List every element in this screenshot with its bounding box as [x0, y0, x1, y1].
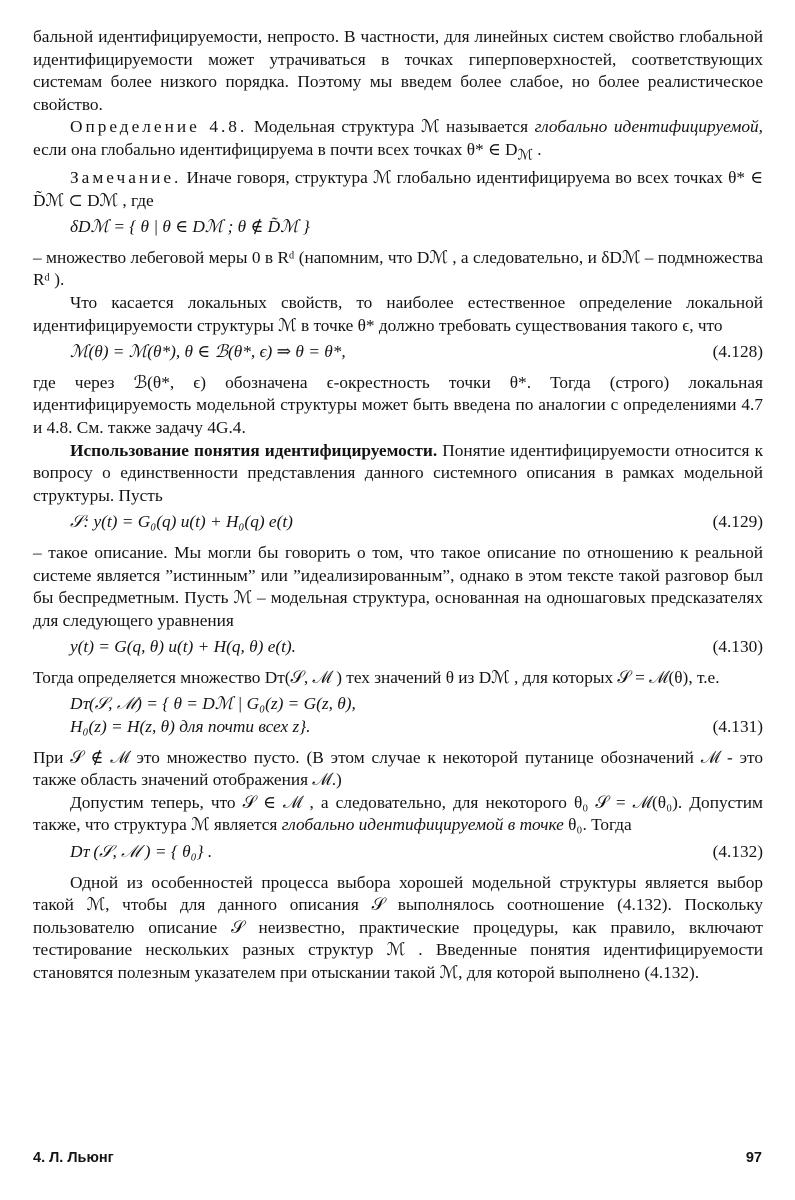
equation-delta [33, 216, 763, 239]
paragraph-usage [33, 440, 763, 508]
equation-4-132-formula: Dᴛ (𝒮, ℳ ) = { θ₀} . [70, 842, 213, 862]
equation-4-128-formula: ℳ(θ) = ℳ(θ*), θ ∈ ℬ(θ*, ϵ) ⇒ θ = θ*, [70, 342, 346, 362]
definition-end: . [532, 139, 542, 159]
definition-label: Определение 4.8. [70, 117, 248, 137]
paragraph-intro: бальной идентифицируемости, непросто. В частности, для линейных систем свойство глобальной идентифицируемости может утрачиваться в точках гиперповерхностей, соответствующих системам более низкого порядка. Поэтому мы введем более слабое, но более реалистическое свойство. [33, 27, 763, 114]
page-body [33, 26, 763, 985]
paragraph-lebesgue: – множество лебеговой меры 0 в Rᵈ (напомним, что Dℳ , а следовательно, и δDℳ – подмножества Rᵈ ). [33, 247, 763, 290]
equation-4-130-number: (4.130) [712, 637, 763, 657]
equation-4-129-number: (4.129) [712, 512, 763, 532]
usage-heading: Использование понятия идентифицируемости. [70, 440, 438, 460]
paragraph-then: Тогда определяется множество Dᴛ(𝒮, ℳ ) тех значений θ из Dℳ , для которых 𝒮 = ℳ(θ), т.е. [33, 667, 720, 687]
equation-4-129-formula: 𝒮: y(t) = G₀(q) u(t) + H₀(q) e(t) [70, 512, 293, 532]
equation-4-130-formula: y(t) = G(q, θ) u(t) + H(q, θ) e(t). [70, 637, 296, 657]
assume-emphasis: глобально идентифицируемой в точке [281, 815, 564, 835]
paragraph-final: Одной из особенностей процесса выбора хорошей модельной структуры является выбор такой ℳ, чтобы для данного описания 𝒮 выполнялось соотношение (4.132). Поскольку пользователю описание 𝒮 неизвестно, практические процедуры, как правило, включают тестирование нескольких разных структур ℳ . Введенные понятия идентифицируемости становятся полезным указателем при отыскании такой ℳ, для которой выполнено (4.132). [33, 872, 763, 983]
definition-text: Модельная структура ℳ называется [247, 117, 535, 137]
paragraph-where: где через ℬ(θ*, ϵ) обозначена ϵ-окрестность точки θ*. Тогда (строго) локальная идентифицируемость модельной структуры может быть введена по аналогии с определениями 4.7 и 4.8. См. также задачу 4G.4. [33, 372, 763, 437]
equation-4-128 [33, 341, 763, 364]
equation-4-131-line2 [33, 716, 763, 739]
equation-4-132 [33, 841, 763, 864]
assume-text: Допустим теперь, что 𝒮 ∈ ℳ , а следовательно, для некоторого θ₀ 𝒮 = ℳ(θ₀). Допустим также, что структура ℳ является [33, 792, 763, 835]
equation-4-132-number: (4.132) [712, 842, 763, 862]
equation-4-130 [33, 636, 763, 659]
paragraph-description: – такое описание. Мы могли бы говорить о том, что такое описание по отношению к реальной системе является ”истинным” или ”идеализированным”, однако в этом тексте такой разговор был бы беспредметным. Пусть ℳ – модельная структура, основанная на одношаговых предсказателях для следующего уравнения [33, 542, 763, 630]
usage-text: Понятие идентифицируемости относится к вопросу о единственности представления данного системного описания в рамках модельной структуры. Пусть [33, 440, 763, 505]
equation-4-128-number: (4.128) [712, 342, 763, 362]
paragraph-empty-set: При 𝒮 ∉ ℳ это множество пусто. (В этом случае к некоторой путанице обозначений ℳ - это также область значений отображения ℳ.) [33, 747, 763, 790]
page-number: 97 [745, 1150, 762, 1166]
equation-delta-formula: δDℳ = { θ | θ ∈ Dℳ ; θ ∉ D̃ℳ } [70, 217, 310, 237]
definition-term: глобально идентифицируемой, [534, 117, 764, 137]
assume-end: θ₀. Тогда [563, 815, 632, 835]
definition-subscript: ℳ [517, 147, 533, 164]
definition-4-8 [33, 116, 763, 167]
remark-label: Замечание. [70, 168, 182, 188]
paragraph-assume [33, 792, 763, 837]
equation-4-131-formula-2: H₀(z) = H(z, θ) для почти всех z}. [70, 717, 311, 737]
footer-signature: 4. Л. Льюнг [33, 1150, 114, 1166]
equation-4-131-formula-1: Dᴛ(𝒮, ℳ) = { θ = Dℳ | G₀(z) = G(z, θ), [70, 694, 356, 714]
equation-4-131-number: (4.131) [712, 717, 763, 737]
equation-4-129 [33, 511, 763, 534]
remark-text: Иначе говоря, структура ℳ глобально идентифицируема во всех точках θ* ∈ D̃ℳ ⊂ Dℳ , где [33, 168, 763, 210]
definition-text-cont: если она глобально идентифицируема в почти всех точках θ* ∈ D [33, 139, 518, 159]
remark-paragraph [33, 167, 763, 212]
equation-4-131-line1 [33, 693, 763, 716]
paragraph-local: Что касается локальных свойств, то наиболее естественное определение локальной идентифицируемости структуры ℳ в точке θ* должно требовать существования такого ϵ, что [33, 292, 763, 335]
